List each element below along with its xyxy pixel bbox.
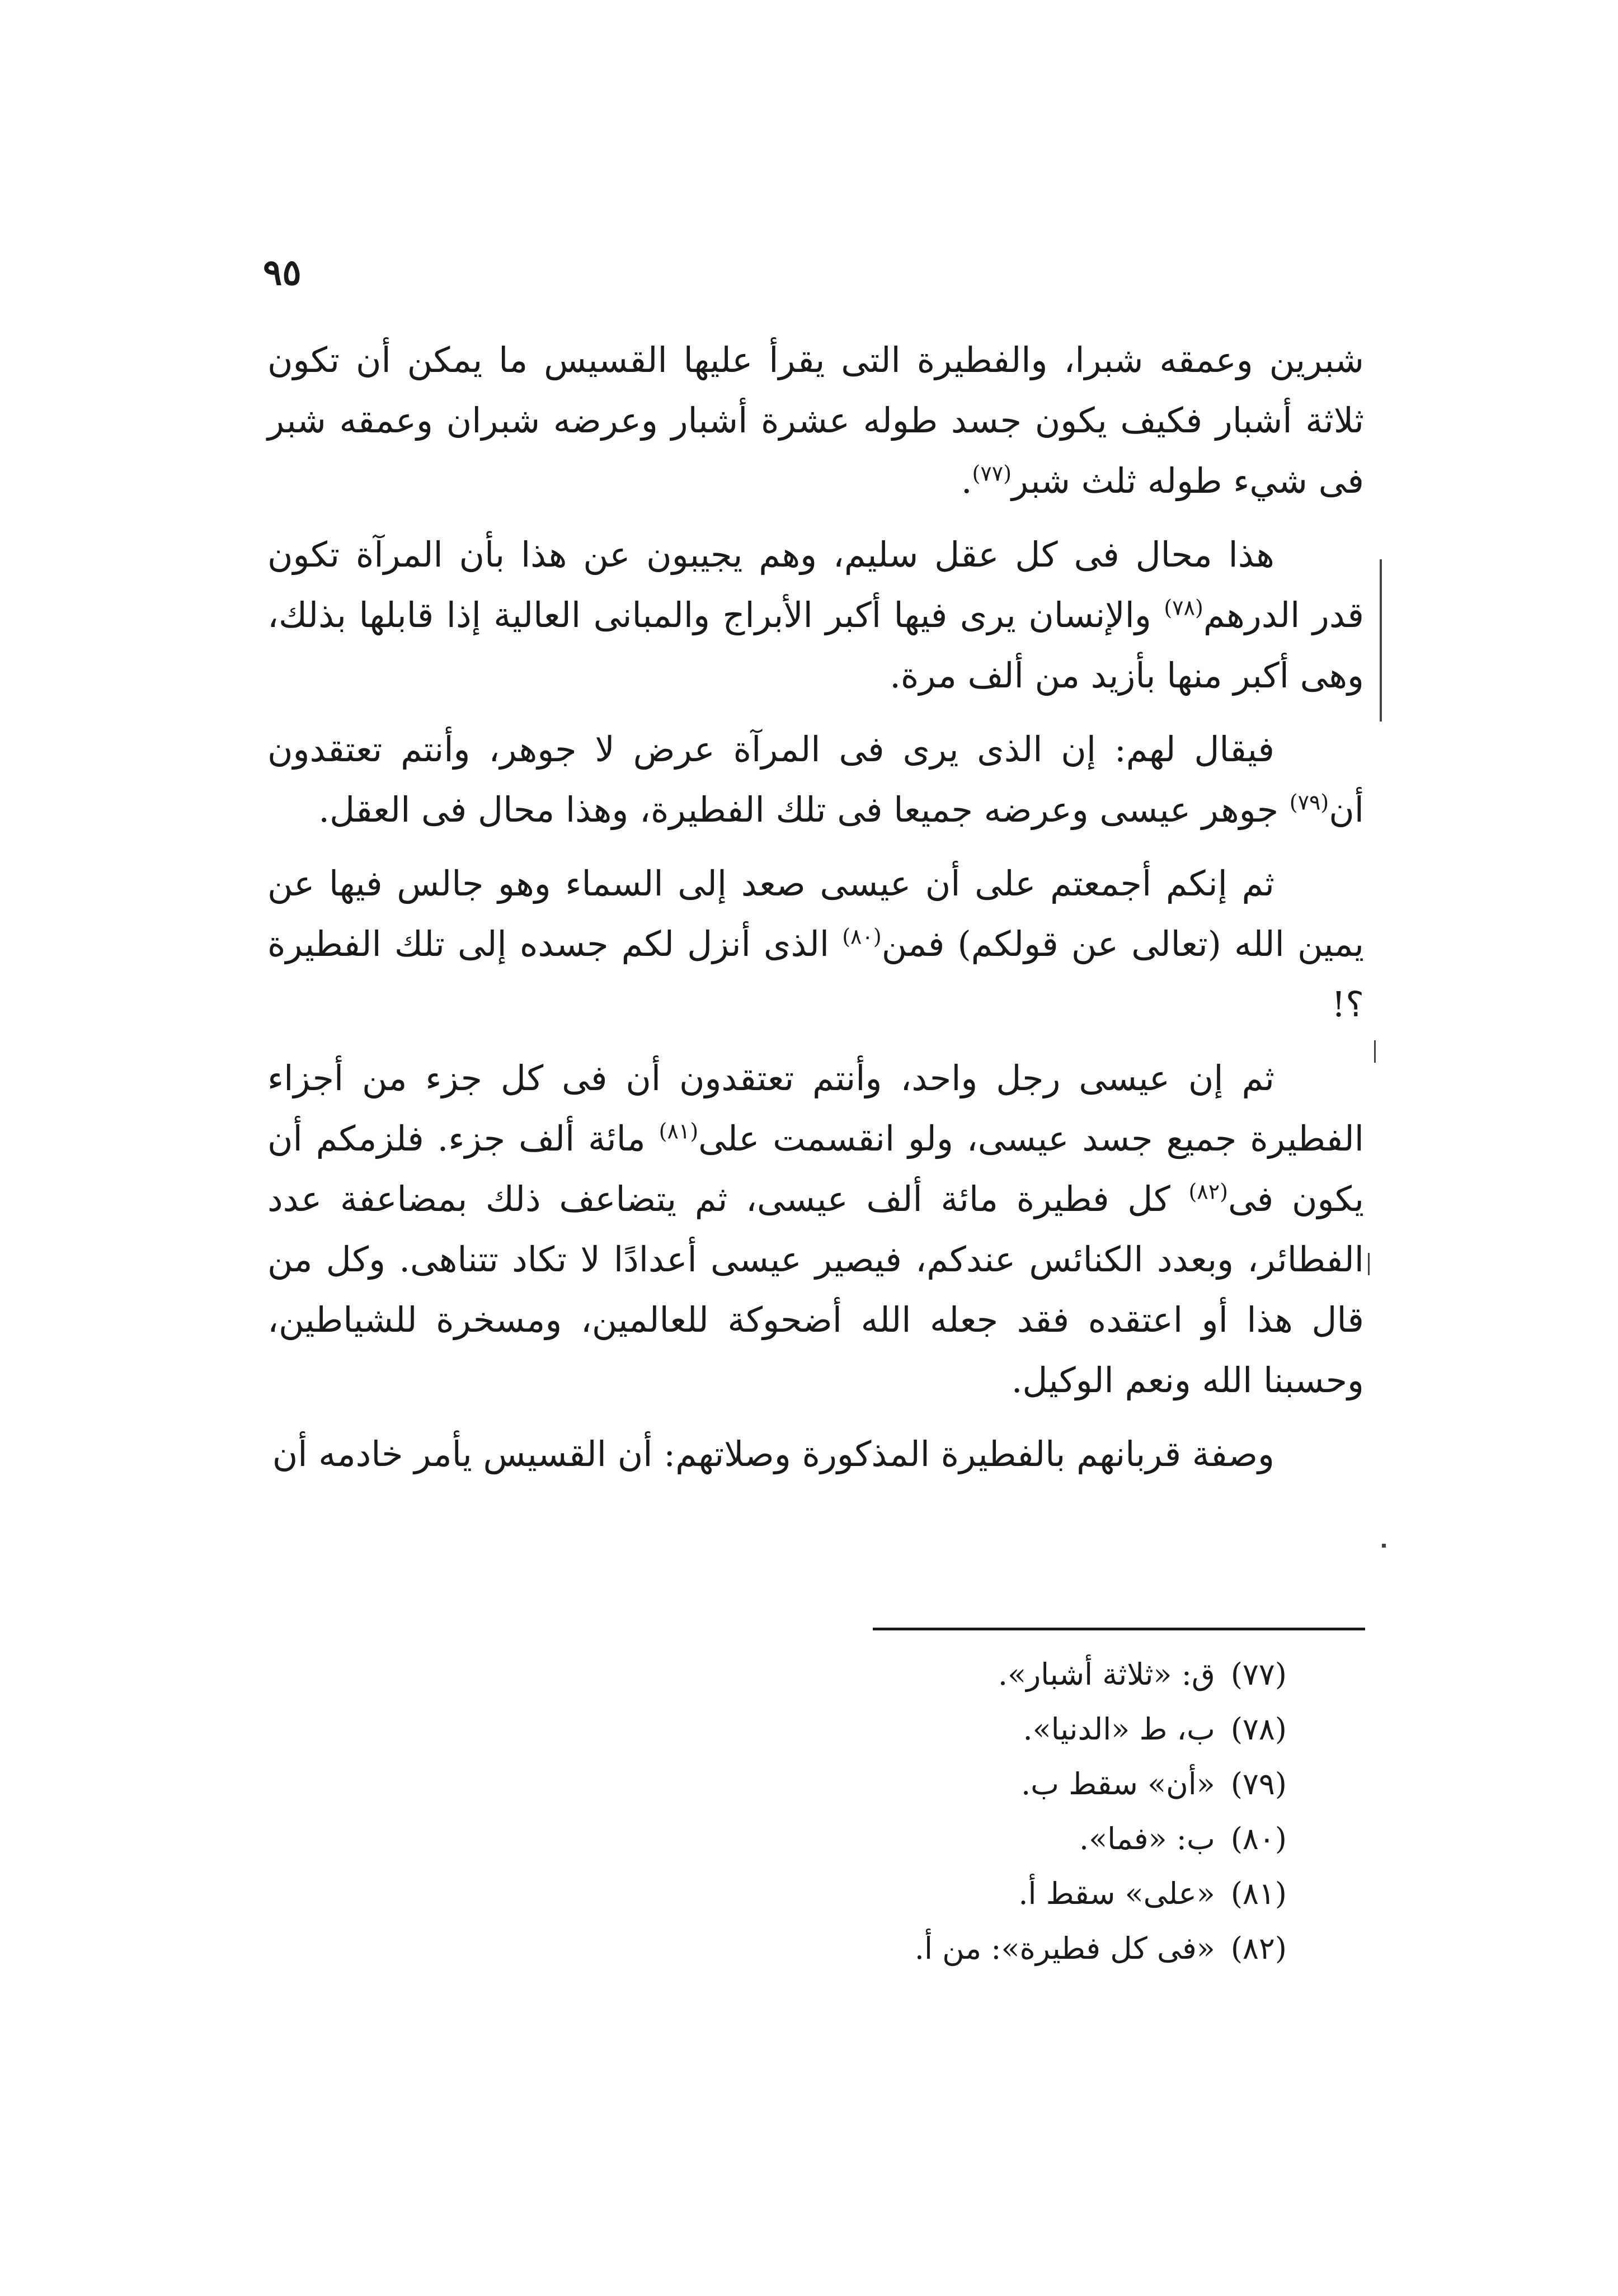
footnote-text: «أن» سقط ب. [1020,1766,1215,1802]
footnote-number: (٧٧) [1230,1657,1287,1692]
footnote-reference: (٨٠) [842,924,882,949]
footnote-separator [873,1628,1365,1630]
paragraph [267,719,1364,840]
footnote-number: (٨٠) [1230,1821,1287,1856]
footnote-number: (٨٢) [1230,1931,1287,1966]
margin-mark [1382,1544,1386,1548]
footnote-reference: (٨١) [659,1119,699,1144]
footnote-number: (٧٨) [1230,1712,1287,1747]
main-text-body [267,330,1364,1498]
footnote-text: ق: «ثلاثة أشبار». [998,1657,1215,1692]
footnote-text: ب: «فما». [1079,1821,1215,1856]
paragraph [267,525,1364,706]
footnotes-section [727,1647,1287,1976]
footnote-reference: (٧٧) [972,461,1012,486]
text-segment: الذى أنزل لكم جسده إلى تلك الفطيرة ؟! [267,923,1364,1025]
text-segment: هذا محال فى كل عقل سليم، وهم يجيبون عن هذا بأن المرآة تكون قدر الدرهم [267,534,1364,635]
text-segment: فيقال لهم: إن الذى يرى فى المرآة عرض لا جوهر، وأنتم تعتقدون أن [267,729,1364,830]
footnote-text: ب، ط «الدنيا». [1023,1712,1215,1747]
footnote [727,1812,1287,1866]
text-segment: كل فطيرة مائة ألف عيسى، ثم يتضاعف ذلك بمضاعفة عدد الفطائر، وبعدد الكنائس عندكم، فيصير عيسى أعدادًا لا تكاد تتناهى. وكل من قال هذا أو اعتقده فقد جعله الله أضحوكة للعالمين، ومسخرة للشياطين، وحسبنا الله ونعم الوكيل. [267,1178,1364,1401]
text-segment: ثم إنكم أجمعتم على أن عيسى صعد إلى السماء وهو جالس فيها عن يمين الله (تعالى عن قولكم) فمن [267,863,1364,964]
paragraph [267,854,1364,1035]
text-segment: ثم إن عيسى رجل واحد، وأنتم تعتقدون أن فى كل جزء من أجزاء الفطيرة جميع جسد عيسى، ولو انقسمت على [267,1058,1364,1159]
text-segment: وصفة قربانهم بالفطيرة المذكورة وصلاتهم: أن القسيس يأمر خادمه أن [272,1434,1274,1474]
footnote [727,1757,1287,1812]
margin-mark [1368,1253,1370,1275]
page-number: ٩٥ [263,252,302,294]
footnote-number: (٧٩) [1230,1766,1287,1802]
footnote [727,1921,1287,1976]
footnote [727,1702,1287,1757]
text-segment: والإنسان يرى فيها أكبر الأبراج والمبانى العالية إذا قابلها بذلك، وهى أكبر منها بأزيد من ألف مرة. [267,595,1364,696]
margin-mark [1374,1040,1376,1063]
paragraph [267,1424,1364,1484]
footnote [727,1866,1287,1921]
text-segment: . [961,460,972,501]
footnote-number: (٨١) [1230,1876,1287,1911]
text-segment: جوهر عيسى وعرضه جميعا فى تلك الفطيرة، وهذا محال فى العقل. [318,789,1290,830]
margin-mark [1380,559,1382,722]
text-segment: شبرين وعمقه شبرا، والفطيرة التى يقرأ عليها القسيس ما يمكن أن تكون ثلاثة أشبار فكيف يكون جسد طوله عشرة أشبار وعرضه شبران وعمقه شبر فى شيء طوله ثلث شبر [267,340,1364,501]
footnote-reference: (٧٨) [1164,595,1203,620]
paragraph [267,1048,1364,1411]
footnote-reference: (٨٢) [1188,1179,1228,1204]
paragraph [267,330,1364,511]
footnote [727,1647,1287,1702]
footnote-text: «على» سقط أ. [1018,1876,1215,1911]
text-segment: مائة ألف جزء. فلزمكم أن يكون فى [267,1118,1364,1219]
footnote-text: «فى كل فطيرة»: من أ. [914,1931,1215,1966]
footnote-reference: (٧٩) [1289,790,1329,815]
